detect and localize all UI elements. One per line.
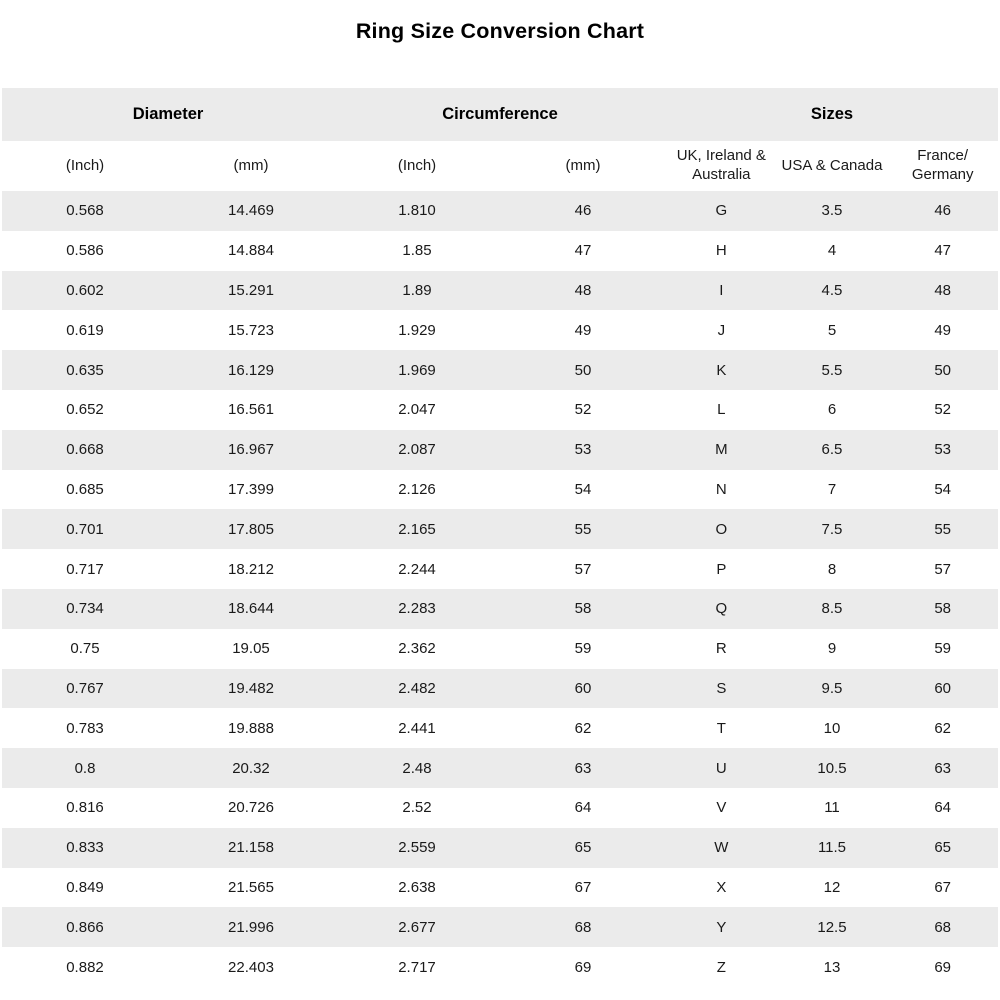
cell: 6	[827, 401, 837, 419]
cell: 0.701	[66, 520, 104, 538]
cell: 9	[827, 640, 837, 658]
cell: 14.469	[228, 202, 274, 220]
column-header-usa-canada: USA & Canada	[781, 156, 883, 174]
cell: 63	[934, 759, 951, 777]
cell: 19.888	[228, 719, 274, 737]
cell: V	[716, 799, 727, 817]
cell: Y	[716, 918, 727, 936]
table-row	[2, 390, 998, 430]
cell: 1.89	[402, 281, 432, 299]
cell: 0.668	[66, 441, 104, 459]
column-header-france-germany: France/ Germany	[911, 147, 974, 183]
cell: 0.8	[74, 759, 96, 777]
cell: 5.5	[821, 361, 843, 379]
cell: 2.48	[402, 759, 432, 777]
cell: 2.047	[398, 401, 436, 419]
cell: J	[717, 321, 726, 339]
column-header-uk-ireland-australia: UK, Ireland & Australia	[676, 147, 766, 183]
cell: 57	[934, 560, 951, 578]
cell: U	[715, 759, 727, 777]
cell: 10	[823, 719, 841, 737]
cell: L	[717, 401, 726, 419]
cell: 62	[574, 719, 592, 737]
cell: 62	[934, 719, 951, 737]
group-header-diameter: Diameter	[132, 105, 204, 123]
table-row	[2, 589, 998, 629]
cell: K	[716, 361, 727, 379]
table-row	[2, 191, 998, 231]
cell: 2.441	[398, 719, 436, 737]
cell: 47	[574, 242, 592, 260]
table-row	[2, 350, 998, 390]
table-row	[2, 907, 998, 947]
cell: 1.85	[402, 242, 432, 260]
cell: 16.129	[228, 361, 274, 379]
cell: 2.165	[398, 520, 436, 538]
cell: 67	[934, 878, 951, 896]
cell: H	[715, 242, 727, 260]
cell: 0.685	[66, 480, 104, 498]
cell: R	[715, 640, 727, 658]
cell: 50	[574, 361, 592, 379]
cell: 0.833	[66, 839, 104, 857]
cell: 49	[574, 321, 592, 339]
cell: 59	[934, 640, 951, 658]
cell: 48	[934, 281, 951, 299]
cell: 0.849	[66, 878, 104, 896]
cell: 7	[827, 480, 837, 498]
cell: W	[714, 839, 729, 857]
cell: 2.087	[398, 441, 436, 459]
cell: 11	[824, 799, 840, 817]
cell: 16.561	[228, 401, 274, 419]
cell: 18.212	[228, 560, 274, 578]
cell: 12	[823, 878, 841, 896]
page-title: Ring Size Conversion Chart	[355, 19, 645, 43]
table-row	[2, 868, 998, 908]
cell: 0.882	[66, 958, 104, 976]
cell: 58	[934, 600, 951, 618]
ring-size-table	[2, 88, 998, 987]
cell: 8	[827, 560, 837, 578]
cell: 21.158	[228, 839, 274, 857]
cell: 53	[934, 441, 951, 459]
cell: 0.619	[66, 321, 104, 339]
cell: 4.5	[821, 281, 843, 299]
cell: 58	[574, 600, 592, 618]
table-row	[2, 509, 998, 549]
cell: 10.5	[817, 759, 847, 777]
cell: 15.291	[228, 281, 274, 299]
cell: 20.726	[228, 799, 274, 817]
cell: Q	[715, 600, 728, 618]
group-header-sizes: Sizes	[810, 105, 854, 123]
cell: 54	[574, 480, 592, 498]
cell: 46	[934, 202, 951, 220]
cell: 53	[574, 441, 592, 459]
table-row	[2, 788, 998, 828]
cell: 1.929	[398, 321, 436, 339]
cell: 63	[574, 759, 592, 777]
table-row	[2, 748, 998, 788]
table-body	[2, 191, 998, 987]
cell: 3.5	[821, 202, 843, 220]
column-header-circumference-inch: (Inch)	[397, 156, 437, 174]
cell: 48	[574, 281, 592, 299]
table-row	[2, 271, 998, 311]
cell: 1.810	[398, 202, 436, 220]
cell: 69	[934, 958, 951, 976]
cell: 2.362	[398, 640, 436, 658]
cell: 0.717	[66, 560, 104, 578]
cell: 65	[574, 839, 592, 857]
cell: 18.644	[228, 600, 274, 618]
cell: 0.767	[66, 679, 104, 697]
cell: 46	[574, 202, 592, 220]
cell: 68	[574, 918, 592, 936]
table-row	[2, 549, 998, 589]
cell: 2.52	[402, 799, 432, 817]
cell: 64	[934, 799, 951, 817]
cell: 67	[574, 878, 592, 896]
cell: 47	[934, 242, 951, 260]
table-row	[2, 470, 998, 510]
column-header-diameter-inch: (Inch)	[65, 156, 105, 174]
cell: 2.677	[398, 918, 436, 936]
table-row	[2, 669, 998, 709]
cell: I	[719, 281, 724, 299]
cell: 52	[934, 401, 951, 419]
cell: 0.652	[66, 401, 104, 419]
cell: 12.5	[817, 918, 847, 936]
cell: 2.638	[398, 878, 436, 896]
table-row	[2, 629, 998, 669]
cell: 55	[574, 520, 592, 538]
cell: 22.403	[228, 958, 274, 976]
group-header-circumference: Circumference	[442, 105, 558, 123]
table-header	[2, 88, 998, 191]
cell: 2.482	[398, 679, 436, 697]
cell: 0.635	[66, 361, 104, 379]
cell: 0.75	[70, 640, 100, 658]
table-row	[2, 828, 998, 868]
cell: 54	[934, 480, 951, 498]
cell: 16.967	[228, 441, 274, 459]
cell: Z	[716, 958, 726, 976]
cell: 59	[574, 640, 592, 658]
cell: P	[716, 560, 727, 578]
cell: 0.586	[66, 242, 104, 260]
cell: 0.816	[66, 799, 104, 817]
cell: 2.283	[398, 600, 436, 618]
cell: 57	[574, 560, 592, 578]
cell: 21.996	[228, 918, 274, 936]
cell: 60	[934, 679, 951, 697]
cell: 21.565	[228, 878, 274, 896]
column-header-circumference-mm: (mm)	[565, 156, 601, 174]
table-row	[2, 708, 998, 748]
table-row	[2, 310, 998, 350]
cell: 65	[934, 839, 951, 857]
cell: 1.969	[398, 361, 436, 379]
cell: G	[715, 202, 728, 220]
cell: 4	[827, 242, 837, 260]
cell: 52	[574, 401, 592, 419]
cell: 17.805	[228, 520, 274, 538]
cell: T	[716, 719, 726, 737]
cell: 13	[823, 958, 841, 976]
cell: 0.734	[66, 600, 104, 618]
cell: 0.783	[66, 719, 104, 737]
table-row	[2, 430, 998, 470]
cell: 15.723	[228, 321, 274, 339]
cell: 14.884	[228, 242, 274, 260]
cell: 69	[574, 958, 592, 976]
cell: 50	[934, 361, 951, 379]
cell: 17.399	[228, 480, 274, 498]
column-header-diameter-mm: (mm)	[233, 156, 269, 174]
cell: 8.5	[821, 600, 843, 618]
cell: 64	[574, 799, 592, 817]
table-row	[2, 947, 998, 987]
cell: O	[715, 520, 728, 538]
cell: 7.5	[821, 520, 843, 538]
cell: 19.482	[228, 679, 274, 697]
cell: 2.717	[398, 958, 436, 976]
cell: 2.126	[398, 480, 436, 498]
cell: 60	[574, 679, 592, 697]
cell: S	[716, 679, 727, 697]
cell: 0.568	[66, 202, 104, 220]
group-header-row	[2, 88, 998, 141]
cell: 5	[827, 321, 837, 339]
cell: 2.244	[398, 560, 436, 578]
cell: 55	[934, 520, 951, 538]
cell: 19.05	[232, 640, 270, 658]
cell: 6.5	[821, 441, 843, 459]
cell: 68	[934, 918, 951, 936]
cell: 2.559	[398, 839, 436, 857]
cell: M	[715, 441, 728, 459]
cell: 11.5	[817, 839, 847, 857]
sub-header-row	[2, 141, 998, 191]
cell: N	[715, 480, 727, 498]
cell: 0.866	[66, 918, 104, 936]
cell: 0.602	[66, 281, 104, 299]
table-row	[2, 231, 998, 271]
cell: 9.5	[821, 679, 843, 697]
cell: X	[716, 878, 727, 896]
cell: 20.32	[232, 759, 270, 777]
cell: 49	[934, 321, 951, 339]
